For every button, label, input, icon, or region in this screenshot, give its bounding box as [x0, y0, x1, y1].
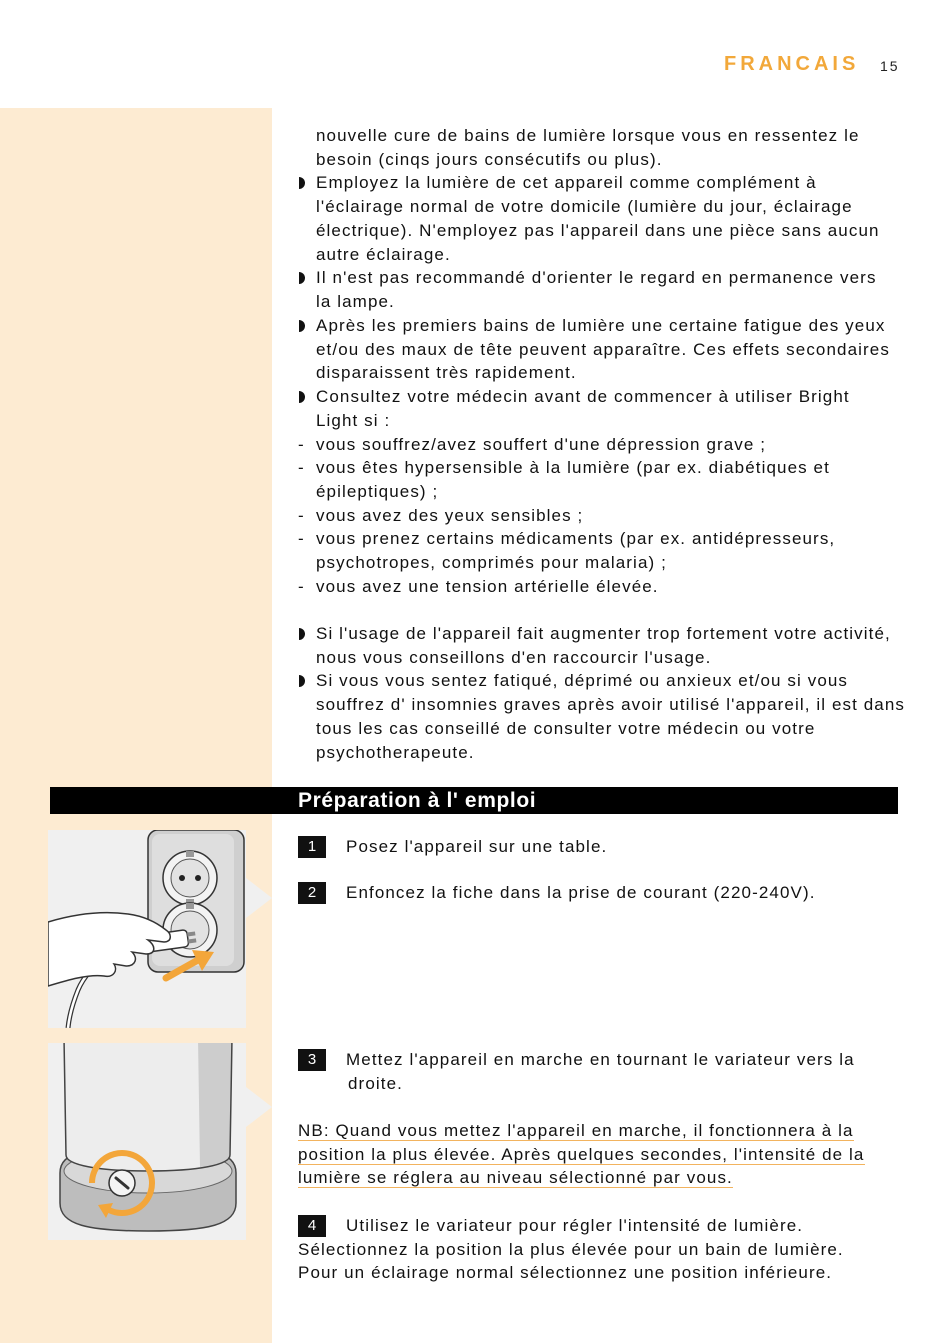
list-text: vous avez des yeux sensibles ;	[316, 505, 584, 525]
list-text: Light si :	[316, 410, 391, 430]
step-3	[298, 1048, 918, 1095]
list-text: disparaissent très rapidement.	[316, 363, 577, 383]
list-text: psychotropes, comprimés pour malaria) ;	[316, 553, 667, 573]
precautions-list	[298, 124, 918, 599]
list-item-continuation	[298, 243, 918, 267]
list-item-line	[298, 527, 918, 551]
list-text: l'éclairage normal de votre domicile (lumière du jour, éclairage	[316, 197, 853, 217]
list-item-continuation	[298, 290, 918, 314]
list-item-continuation	[298, 717, 918, 741]
dash-marker: -	[298, 529, 305, 549]
illustration-plug-in	[48, 830, 246, 1028]
note-block	[298, 1119, 918, 1190]
list-text: autre éclairage.	[316, 244, 451, 264]
list-text: Consultez votre médecin avant de commencer à utiliser Bright	[316, 387, 850, 407]
list-text: tous les cas conseillé de consulter votre médecin ou votre	[316, 718, 816, 738]
bullet-icon	[299, 628, 305, 640]
dash-marker: -	[298, 458, 305, 478]
bullet-icon	[299, 675, 305, 687]
bullet-icon	[299, 177, 305, 189]
socket-outlet-upper	[163, 851, 217, 905]
illustration-dial	[48, 1043, 246, 1240]
list-item-continuation	[298, 195, 918, 219]
note-line: lumière se réglera au niveau sélectionné par vous.	[298, 1168, 733, 1188]
step-number: 2	[298, 882, 326, 904]
step-2	[298, 881, 918, 905]
step-text: Utilisez le variateur pour régler l'intensité de lumière.	[346, 1216, 804, 1235]
list-text: vous êtes hypersensible à la lumière (par ex. diabétiques et	[316, 458, 830, 478]
step-followup-text: Sélectionnez la position la plus élevée pour un bain de lumière.	[298, 1239, 844, 1259]
hand	[48, 913, 170, 986]
dial-turn-icon	[48, 1043, 246, 1240]
list-item-continuation	[298, 480, 918, 504]
list-item-line	[298, 385, 918, 409]
step-1	[298, 835, 918, 859]
section-heading: Préparation à l' emploi	[298, 789, 537, 812]
list-text: la lampe.	[316, 292, 395, 312]
list-text: épileptiques) ;	[316, 482, 439, 502]
note-line: position la plus élevée. Après quelques secondes, l'intensité de la	[298, 1144, 865, 1164]
list-item-continuation	[298, 361, 918, 385]
list-item-line	[298, 124, 918, 148]
illustration-pointer	[246, 878, 272, 918]
list-text: Si vous vous sentez fatiqué, déprimé ou anxieux et/ou si vous	[316, 671, 849, 691]
list-item-line	[298, 622, 918, 646]
step-number: 1	[298, 836, 326, 858]
list-text: nouvelle cure de bains de lumière lorsque vous en ressentez le	[316, 126, 860, 145]
list-item-continuation	[298, 551, 918, 575]
bullet-icon	[299, 320, 305, 332]
step-followup-text: Pour un éclairage normal sélectionnez une position inférieure.	[298, 1263, 833, 1283]
list-text: vous avez une tension artérielle élevée.	[316, 576, 659, 596]
list-item-continuation	[298, 693, 918, 717]
list-item-continuation	[298, 219, 918, 243]
list-item-line	[298, 456, 918, 480]
list-text: Employez la lumière de cet appareil comme complément à	[316, 173, 817, 193]
section-heading-bar	[50, 787, 898, 814]
list-text: souffrez d' insomnies graves après avoir utilisé l'appareil, il est dans	[316, 695, 906, 715]
lamp-body	[64, 1043, 232, 1171]
illustration-pointer	[246, 1087, 272, 1127]
list-item-continuation	[298, 409, 918, 433]
step-text-continuation: droite.	[348, 1073, 403, 1093]
list-item-line	[298, 669, 918, 693]
list-item-line	[298, 575, 918, 599]
list-item-line	[298, 171, 918, 195]
dash-marker: -	[298, 434, 305, 454]
list-item-continuation	[298, 338, 918, 362]
list-item-continuation	[298, 148, 918, 172]
list-text: Si l'usage de l'appareil fait augmenter trop fortement votre activité,	[316, 624, 891, 643]
step-4	[298, 1214, 918, 1285]
list-text: Il n'est pas recommandé d'orienter le regard en permanence vers	[316, 268, 877, 288]
page-number: 15	[880, 58, 900, 74]
list-text: électrique). N'employez pas l'appareil dans une pièce sans aucun	[316, 220, 880, 240]
list-item-line	[298, 314, 918, 338]
list-item-line	[298, 433, 918, 457]
plug-into-socket-icon	[48, 830, 246, 1028]
list-text: Après les premiers bains de lumière une certaine fatigue des yeux	[316, 315, 886, 335]
list-text: et/ou des maux de tête peuvent apparaître. Ces effets secondaires	[316, 339, 890, 359]
dash-marker: -	[298, 505, 305, 525]
list-item-continuation	[298, 646, 918, 670]
list-text: vous prenez certains médicaments (par ex. antidépresseurs,	[316, 529, 836, 549]
note-line: NB: Quand vous mettez l'appareil en marche, il fonctionnera à la	[298, 1121, 854, 1140]
list-text: psychotherapeute.	[316, 742, 475, 762]
list-text: nous vous conseillons d'en raccourcir l'usage.	[316, 647, 712, 667]
step-text: Posez l'appareil sur une table.	[346, 837, 608, 856]
language-section-title: FRANCAIS	[724, 53, 860, 75]
step-text: Enfoncez la fiche dans la prise de courant (220-240V).	[346, 883, 816, 902]
list-text: vous souffrez/avez souffert d'une dépression grave ;	[316, 434, 767, 454]
list-item-continuation	[298, 741, 918, 765]
bullet-icon	[299, 391, 305, 403]
bullet-icon	[299, 272, 305, 284]
usage-advice-list	[298, 622, 918, 764]
dimmer-dial	[109, 1170, 135, 1196]
step-number: 3	[298, 1049, 326, 1071]
step-text: Mettez l'appareil en marche en tournant le variateur vers la	[346, 1050, 855, 1069]
step-number: 4	[298, 1215, 326, 1237]
list-text: besoin (cinqs jours consécutifs ou plus).	[316, 149, 663, 169]
list-item-line	[298, 266, 918, 290]
dash-marker: -	[298, 576, 305, 596]
list-item-line	[298, 504, 918, 528]
